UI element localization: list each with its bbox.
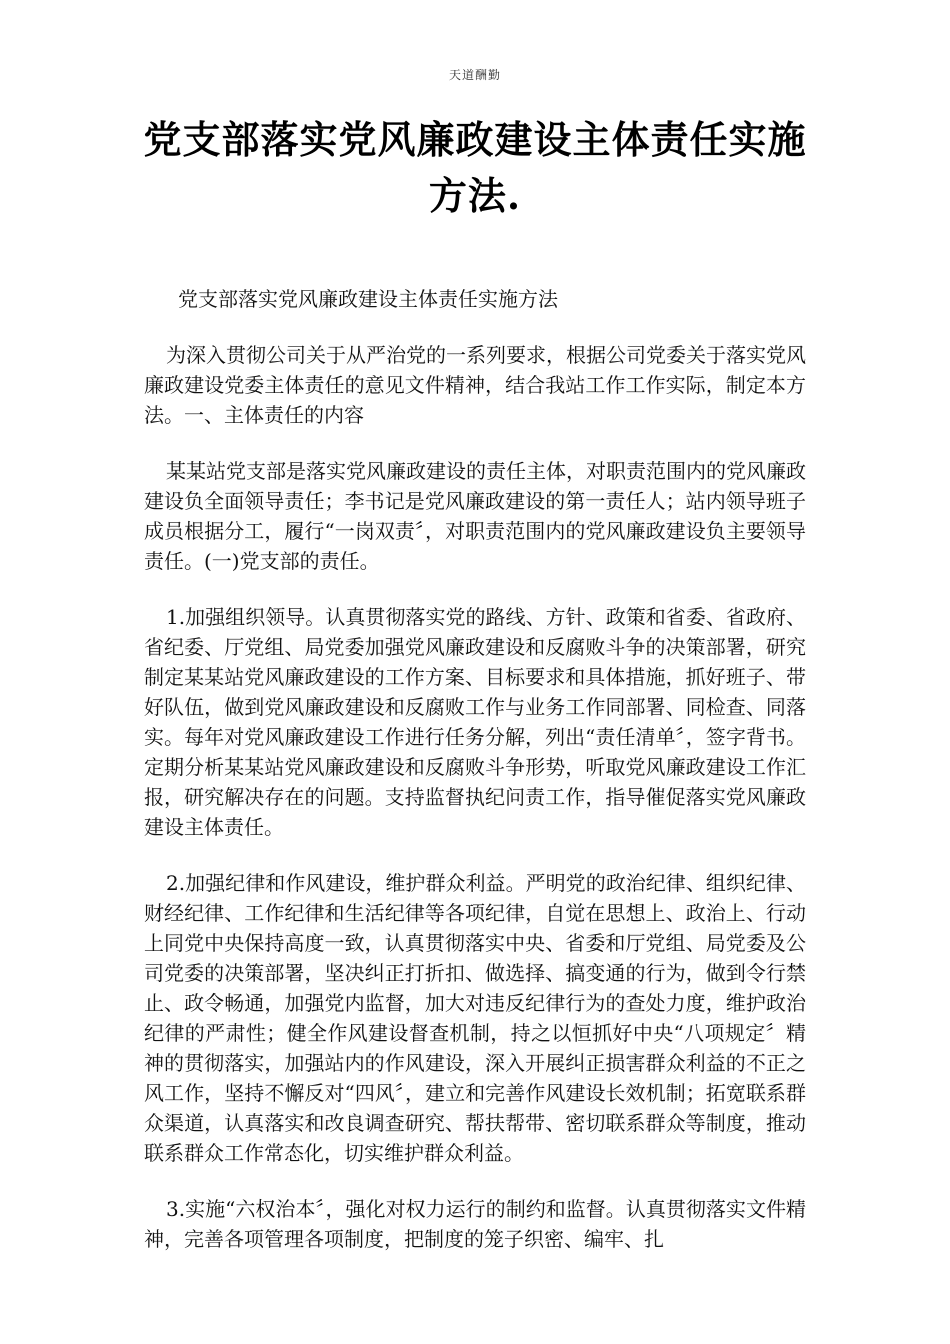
page-header: 天道酬勤 — [448, 68, 501, 82]
document-subtitle: 党支部落实党风廉政建设主体责任实施方法 — [178, 287, 558, 311]
paragraph-intro: 为深入贯彻公司关于从严治党的一系列要求，根据公司党委关于落实党风廉政建设党委主体责任的意见文件精神，结合我站工作工作实际，制定本方法。一、主体责任的内容 — [144, 343, 806, 427]
document-body — [144, 284, 806, 1280]
paragraph-item-1: 1.加强组织领导。认真贯彻落实党的路线、方针、政策和省委、省政府、省纪委、厅党组、局党委加强党风廉政建设和反腐败斗争的决策部署，研究制定某某站党风廉政建设的工作方案、目标要求和具体措施，抓好班子、带好队伍，做到党风廉政建设和反腐败工作与业务工作同部署、同检查、同落实。每年对党风廉政建设工作进行任务分解，列出“责任清单〞，签字背书。定期分析某某站党风廉政建设和反腐败斗争形势，听取党风廉政建设工作汇报，研究解决存在的问题。支持监督执纪问责工作，指导催促落实党风廉政建设主体责任。 — [144, 605, 806, 839]
paragraph-responsibility-subject: 某某站党支部是落实党风廉政建设的责任主体，对职责范围内的党风廉政建设负全面领导责任；李书记是党风廉政建设的第一责任人；站内领导班子成员根据分工，履行“一岗双责〞，对职责范围内的党风廉政建设负主要领导责任。(一)党支部的责任。 — [144, 459, 806, 573]
paragraph-item-3: 3.实施“六权治本〞，强化对权力运行的制约和监督。认真贯彻落实文件精神，完善各项管理各项制度，把制度的笼子织密、编牢、扎 — [144, 1197, 806, 1251]
document-title: 党支部落实党风廉政建设主体责任实施方法. — [143, 117, 807, 218]
paragraph-item-2: 2.加强纪律和作风建设，维护群众利益。严明党的政治纪律、组织纪律、财经纪律、工作纪律和生活纪律等各项纪律，自觉在思想上、政治上、行动上同党中央保持高度一致，认真贯彻落实中央、省委和厅党组、局党委及公司党委的决策部署，坚决纠正打折扣、做选择、搞变通的行为，做到令行禁止、政令畅通，加强党内监督，加大对违反纪律行为的查处力度，维护政治纪律的严肃性；健全作风建设督查机制，持之以恒抓好中央“八项规定〞精神的贯彻落实，加强站内的作风建设，深入开展纠正损害群众利益的不正之风工作，坚持不懈反对“四风〞，建立和完善作风建设长效机制；拓宽联系群众渠道，认真落实和改良调查研究、帮扶帮带、密切联系群众等制度，推动联系群众工作常态化，切实维护群众利益。 — [144, 871, 806, 1165]
